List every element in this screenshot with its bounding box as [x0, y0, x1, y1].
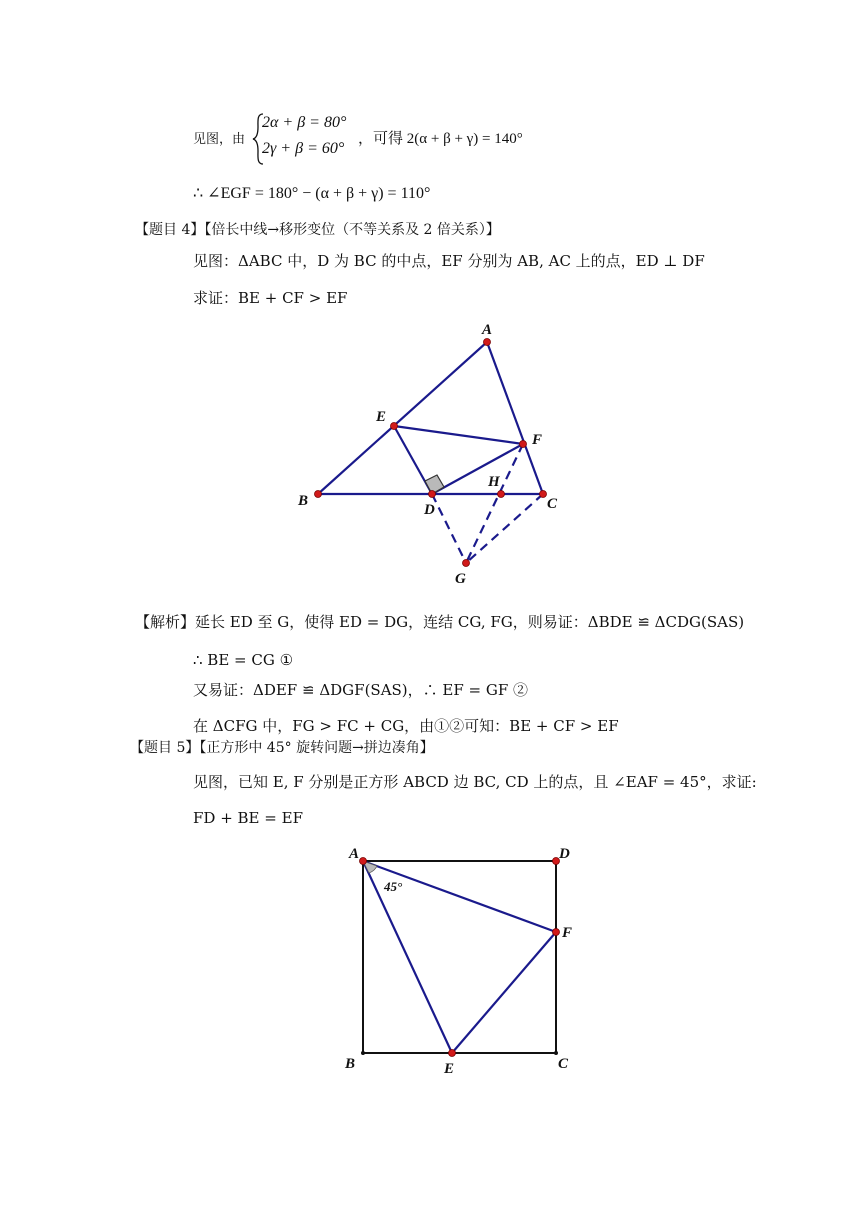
- triangle-figure: [290, 318, 580, 588]
- label-e: E: [376, 409, 387, 425]
- problem-5-prove: FD + BE = EF: [193, 809, 303, 827]
- system-lead-text: 见图，由: [193, 132, 246, 147]
- point-c: [540, 491, 547, 498]
- label-c: C: [547, 496, 558, 512]
- problem-4-prove: 求证：BE + CF > EF: [193, 289, 348, 307]
- solution-4-line-2: ∴ BE = CG ①: [193, 651, 294, 669]
- label-c: C: [558, 1056, 569, 1072]
- point-a: [484, 339, 491, 346]
- equation-1: 2α + β = 80°: [262, 114, 347, 131]
- label-f: F: [562, 925, 573, 941]
- point-f: [520, 441, 527, 448]
- label-b: B: [345, 1056, 356, 1072]
- equation-2: 2γ + β = 60°: [262, 140, 345, 157]
- point-h: [498, 491, 505, 498]
- solution-4-line-1: 【解析】延长 ED 至 G，使得 ED = DG，连结 CG, FG，则易证：ΔBDE ≌ ΔCDG(SAS): [135, 613, 745, 631]
- segment-ef: [394, 426, 523, 444]
- label-a: A: [482, 322, 493, 338]
- point-c: [554, 1051, 558, 1055]
- point-a: [360, 858, 367, 865]
- solution-4-line-4: 在 ΔCFG 中，FG > FC + CG，由①②可知：BE + CF > EF: [193, 717, 619, 735]
- segment-fg: [466, 444, 523, 563]
- segment-ac: [487, 342, 543, 494]
- problem-4-statement: 见图：ΔABC 中，D 为 BC 的中点，EF 分别为 AB, AC 上的点，ED ⊥ DF: [193, 252, 705, 270]
- point-g: [463, 560, 470, 567]
- point-b: [315, 491, 322, 498]
- label-g: G: [455, 571, 466, 587]
- label-a: A: [349, 846, 360, 862]
- point-b: [361, 1051, 365, 1055]
- point-e: [449, 1050, 456, 1057]
- label-d: D: [559, 846, 570, 862]
- label-e: E: [444, 1061, 455, 1077]
- label-f: F: [532, 432, 543, 448]
- equation-result: ，可得 2(α + β + γ) = 140°: [358, 131, 523, 147]
- problem-5-statement: 见图，已知 E, F 分别是正方形 ABCD 边 BC, CD 上的点，且 ∠EAF = 45°，求证:: [193, 773, 757, 791]
- segment-ab: [318, 342, 487, 494]
- point-f: [553, 929, 560, 936]
- label-d: D: [424, 502, 435, 518]
- angle-label: 45°: [384, 879, 403, 894]
- problem-5-title: 【题目 5】【正方形中 45° 旋转问题→拼边凑角】: [130, 740, 434, 756]
- segment-df: [432, 444, 523, 494]
- label-b: B: [298, 493, 309, 509]
- conclusion-angle-egf: ∴ ∠EGF = 180° − (α + β + γ) = 110°: [193, 185, 431, 202]
- point-e: [391, 423, 398, 430]
- problem-4-title: 【题目 4】【倍长中线→移形变位（不等关系及 2 倍关系）】: [135, 222, 500, 238]
- point-d: [429, 491, 436, 498]
- segment-dg: [432, 494, 466, 563]
- label-h: H: [488, 474, 500, 490]
- segment-cg: [466, 494, 543, 563]
- square-figure: [330, 840, 590, 1080]
- solution-4-line-3: 又易证：ΔDEF ≌ ΔDGF(SAS)，∴ EF = GF ②: [193, 681, 529, 699]
- segment-ef: [452, 932, 556, 1053]
